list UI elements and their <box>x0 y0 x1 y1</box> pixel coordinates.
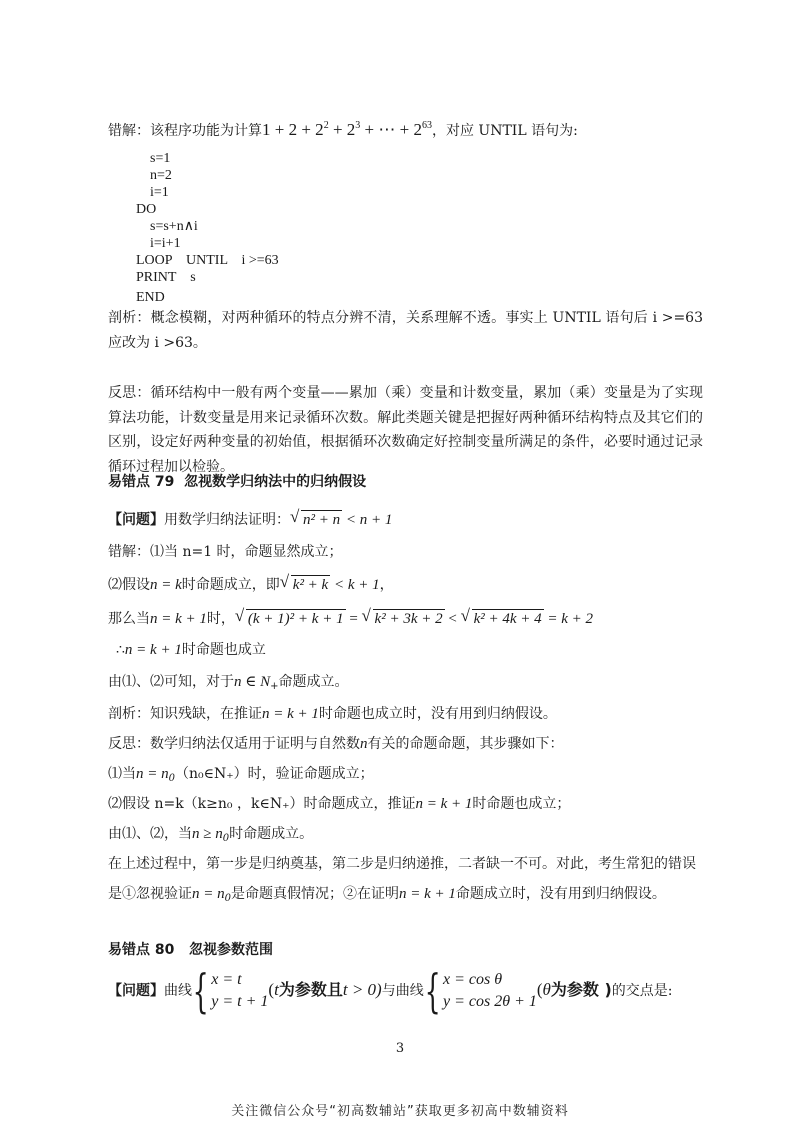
code-line: END <box>136 290 165 305</box>
code-line: i=i+1 <box>150 236 181 251</box>
wrong-step-4: ∴n = k + 1时命题也成立 <box>116 642 266 658</box>
param-system-2: x = cos θ y = cos 2θ + 1 <box>442 971 537 1010</box>
induction-step-2: ⑵假设 n=k（k≥n₀ ，k∈N₊）时命题成立，推证n = k + 1时命题也成立； <box>108 796 571 812</box>
code-line: DO <box>136 202 157 217</box>
section-heading-79: 易错点 79 忽视数学归纳法中的归纳假设 <box>108 474 367 490</box>
section-heading-80: 易错点 80 忽视参数范围 <box>108 942 273 958</box>
code-line: s=1 <box>150 151 171 166</box>
problem-statement: 【问题】用数学归纳法证明：√ n² + n < n + 1 <box>108 510 392 529</box>
code-line: n=2 <box>150 168 172 183</box>
analysis-paragraph: 剖析：概念模糊，对两种循环的特点分辨不清，关系理解不透。事实上 UNTIL 语句后 i >=63 应改为 i >63。 <box>108 310 703 351</box>
code-line: s=s+n∧i <box>150 219 198 234</box>
reflection-79: 反思：数学归纳法仅适用于证明与自然数n有关的命题命题，其步骤如下： <box>108 736 564 752</box>
left-brace: { <box>192 964 209 1018</box>
code-line: PRINT s <box>136 270 196 285</box>
wrong-step-1: 错解：⑴当 n=1 时，命题显然成立； <box>108 544 343 560</box>
analysis-79: 剖析：知识残缺，在推证n = k + 1时命题也成立时，没有用到归纳假设。 <box>108 706 557 722</box>
footer-promo: 关注微信公众号“初高数辅站”获取更多初高中数辅资料 <box>231 1104 569 1119</box>
reflection-paragraph: 反思：循环结构中一般有两个变量——累加（乘）变量和计数变量，累加（乘）变量是为了实现算法功能，计数变量是用来记录循环次数。解此类题关键是把握好两种循环结构特点及其它们的区别，设定好两种变量的初始值，根据循环次数确定好控制变量所满足的条件，必要时通过记录循环过程加以检验。 <box>108 385 703 475</box>
left-brace: { <box>424 964 441 1018</box>
sum-expression: $1 + 2 + 2^2 + 2^3$ + ⋯ + $2^{63}$ <box>262 120 432 139</box>
induction-conclusion: 由⑴、⑵，当$n \ge n_0$时命题成立。 <box>108 826 314 844</box>
summary-line-1: 在上述过程中，第一步是归纳奠基，第二步是归纳递推，二者缺一不可。对此，考生常犯的错误 <box>108 856 696 872</box>
induction-step-1: ⑴当$n = n_0(n_0\in N_+)$时，验证命题成立； <box>108 766 374 784</box>
wrong-step-2: ⑵假设n = k时命题成立，即√ k² + k < k + 1， <box>108 575 394 594</box>
page-number: 3 <box>395 1041 405 1056</box>
erroneous-solution-intro: 错解：该程序功能为计算$1 + 2 + 2^2 + 2^3$ + ⋯ + $2^{63}$，对应 UNTIL 语句为: <box>108 120 578 139</box>
wrong-step-5: 由⑴、⑵可知，对于n ∈ $N_+$命题成立。 <box>108 674 349 692</box>
summary-line-2: 是①忽视验证$n = n_0$是命题真假情况；②在证明n = k + 1命题成立时，没有用到归纳假设。 <box>108 886 666 904</box>
param-system-1: x = t y = t + 1 <box>211 971 269 1010</box>
problem-80: 【问题】曲线{ x = t y = t + 1(t为参数且t > 0)与曲线{ x = cos θ y = cos 2θ + 1(θ为参数 )的交点是: <box>108 964 673 1018</box>
wrong-step-3: 那么当n = k + 1时，√ (k + 1)² + k + 1 = √ k² + 3k + 2 < √ k² + 4k + 4 = k + 2 <box>108 609 593 628</box>
code-line: LOOP UNTIL i >=63 <box>136 253 279 268</box>
code-line: i=1 <box>150 185 169 200</box>
